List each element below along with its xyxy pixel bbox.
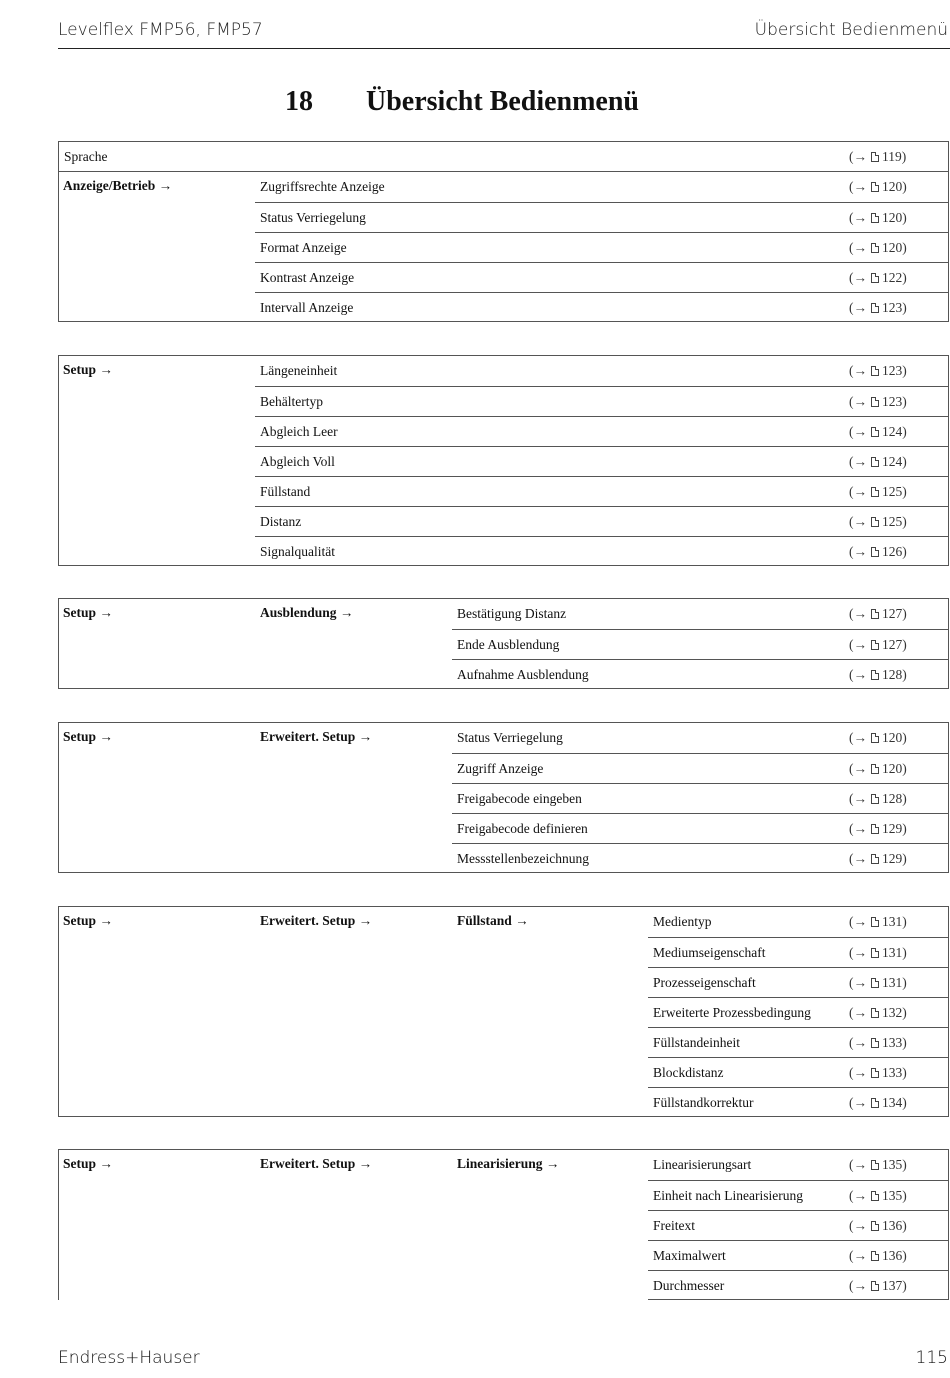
page-icon (871, 1098, 879, 1108)
page-number: 124 (882, 424, 903, 439)
menu-row (255, 356, 948, 386)
menu-row (255, 386, 948, 416)
reference-open: (→ (849, 514, 867, 529)
page-reference (849, 544, 907, 560)
page-number: 127 (882, 637, 903, 652)
page-reference (849, 149, 906, 165)
page-icon (871, 1221, 879, 1231)
reference-close: ) (902, 914, 907, 929)
page-icon (871, 1191, 879, 1201)
menu-row (255, 446, 948, 476)
menu-path-2: Erweitert. Setup → (260, 729, 373, 744)
menu-item-label: Messstellenbezeichnung (457, 851, 589, 866)
page-icon (871, 1068, 879, 1078)
page-number: 123 (882, 363, 903, 378)
reference-close: ) (902, 667, 907, 682)
menu-path-1: Setup → (63, 729, 113, 744)
menu-path-3: Füllstand → (457, 913, 529, 928)
reference-close: ) (902, 544, 907, 559)
reference-close: ) (902, 1065, 907, 1080)
page-reference (849, 210, 907, 226)
page-reference (849, 1035, 907, 1051)
menu-row (255, 232, 948, 262)
reference-close: ) (902, 484, 907, 499)
menu-row (255, 536, 948, 566)
page-number: 136 (882, 1248, 903, 1263)
chapter-heading: Übersicht Bedienmenü (366, 86, 639, 117)
page-icon (871, 397, 879, 407)
page-icon (871, 824, 879, 834)
menu-row (648, 1150, 948, 1180)
page-icon (871, 854, 879, 864)
menu-table (58, 1149, 949, 1300)
menu-row (255, 262, 948, 292)
menu-row (452, 783, 948, 813)
menu-row (452, 599, 948, 629)
reference-open: (→ (849, 1035, 867, 1050)
menu-item-label: Aufnahme Ausblendung (457, 667, 589, 682)
page-number: 120 (882, 761, 903, 776)
menu-item-label: Erweiterte Prozessbedingung (653, 1005, 811, 1020)
page-number: 135 (882, 1157, 903, 1172)
menu-row (452, 753, 948, 783)
reference-open: (→ (849, 730, 867, 745)
reference-close: ) (902, 945, 907, 960)
menu-item-label: Zugriffsrechte Anzeige (260, 179, 385, 194)
reference-open: (→ (849, 791, 867, 806)
page-reference (849, 514, 907, 530)
menu-item-label: Intervall Anzeige (260, 300, 354, 315)
menu-item-label: Füllstandkorrektur (653, 1095, 754, 1110)
reference-close: ) (901, 149, 907, 164)
page-reference (849, 945, 907, 961)
reference-close: ) (902, 1248, 907, 1263)
menu-row (255, 292, 948, 322)
reference-open: (→ (849, 300, 867, 315)
menu-row (255, 202, 948, 232)
page-icon (871, 733, 879, 743)
menu-item-label: Status Verriegelung (260, 210, 366, 225)
reference-open: (→ (849, 914, 867, 929)
page-icon (871, 948, 879, 958)
page-reference (849, 1157, 907, 1173)
page-number: 125 (882, 514, 903, 529)
menu-row (255, 416, 948, 446)
reference-close: ) (902, 1035, 907, 1050)
page-icon (871, 243, 879, 253)
menu-row (452, 659, 948, 689)
page-icon (871, 917, 879, 927)
page-icon (871, 794, 879, 804)
page-icon (871, 764, 879, 774)
page-number: 123 (882, 394, 903, 409)
reference-open: (→ (849, 1095, 867, 1110)
page-number: 133 (882, 1035, 903, 1050)
page-reference (849, 1218, 907, 1234)
menu-row (648, 1180, 948, 1210)
menu-row (452, 723, 948, 753)
page-reference (849, 454, 907, 470)
menu-path-1: Anzeige/Betrieb → (63, 178, 173, 193)
reference-open: (→ (849, 1005, 867, 1020)
page-number: 134 (882, 1095, 903, 1110)
menu-row (648, 967, 948, 997)
reference-close: ) (902, 514, 907, 529)
menu-item-label: Prozesseigenschaft (653, 975, 756, 990)
page-reference (849, 821, 907, 837)
reference-open: (→ (849, 1278, 867, 1293)
menu-row (255, 476, 948, 506)
page-icon (871, 1281, 879, 1291)
reference-open: (→ (849, 363, 867, 378)
page-reference (849, 1188, 907, 1204)
menu-item-label: Freigabecode definieren (457, 821, 588, 836)
reference-open: (→ (849, 240, 867, 255)
menu-path-1: Setup → (63, 1156, 113, 1171)
menu-item-label: Einheit nach Linearisierung (653, 1188, 803, 1203)
menu-table (58, 906, 949, 1117)
header-rule (58, 48, 950, 49)
menu-item-label: Status Verriegelung (457, 730, 563, 745)
page-number: 128 (882, 791, 903, 806)
page-reference (849, 1248, 907, 1264)
menu-row (648, 1087, 948, 1117)
menu-row (648, 1240, 948, 1270)
page-number: 119 (882, 149, 902, 164)
reference-close: ) (902, 637, 907, 652)
menu-path-1: Setup → (63, 362, 113, 377)
reference-close: ) (902, 1005, 907, 1020)
page-reference (849, 914, 907, 930)
menu-row (255, 506, 948, 536)
page-reference (849, 1065, 907, 1081)
page-icon (871, 517, 879, 527)
menu-item-label: Linearisierungsart (653, 1157, 752, 1172)
page-number: 122 (882, 270, 903, 285)
reference-open: (→ (849, 851, 867, 866)
menu-table (58, 598, 949, 689)
reference-close: ) (902, 791, 907, 806)
menu-row (255, 172, 948, 202)
reference-open: (→ (849, 1248, 867, 1263)
reference-open: (→ (849, 1065, 867, 1080)
menu-item-label: Format Anzeige (260, 240, 347, 255)
menu-row (648, 907, 948, 937)
reference-open: (→ (849, 424, 867, 439)
reference-open: (→ (849, 606, 867, 621)
page-reference (849, 1095, 907, 1111)
page-reference (849, 761, 907, 777)
menu-row (648, 997, 948, 1027)
page-icon (871, 303, 879, 313)
reference-open: (→ (849, 179, 867, 194)
menu-row (452, 843, 948, 873)
reference-close: ) (902, 240, 907, 255)
page-icon (871, 547, 879, 557)
page-reference (849, 394, 907, 410)
page-reference (849, 270, 907, 286)
reference-open: (→ (849, 945, 867, 960)
menu-row (648, 1270, 949, 1300)
menu-item-label: Behältertyp (260, 394, 323, 409)
reference-open: (→ (849, 1157, 867, 1172)
menu-table (58, 722, 949, 873)
reference-open: (→ (849, 821, 867, 836)
reference-open: (→ (849, 394, 867, 409)
menu-row (59, 142, 948, 172)
page-reference (849, 975, 907, 991)
menu-item-label: Maximalwert (653, 1248, 726, 1263)
reference-open: (→ (849, 149, 867, 164)
reference-open: (→ (849, 1188, 867, 1203)
page-reference (849, 851, 907, 867)
page-reference (849, 179, 907, 195)
menu-path-1: Setup → (63, 605, 113, 620)
header-product: Levelflex FMP56, FMP57 (58, 20, 263, 40)
footer-page-number: 115 (915, 1348, 948, 1368)
page-icon (871, 487, 879, 497)
page-reference (849, 791, 907, 807)
menu-path-2: Erweitert. Setup → (260, 1156, 373, 1171)
page-number: 127 (882, 606, 903, 621)
header-section: Übersicht Bedienmenü (754, 20, 948, 40)
page-icon (871, 1160, 879, 1170)
page-reference (849, 1278, 907, 1294)
menu-table (58, 355, 949, 566)
menu-item-label: Füllstand (260, 484, 311, 499)
chapter-number: 18 (285, 86, 313, 117)
page-number: 131 (882, 975, 903, 990)
page-icon (871, 182, 879, 192)
menu-item-label: Durchmesser (653, 1278, 725, 1293)
menu-row (648, 1210, 948, 1240)
page-number: 120 (882, 240, 903, 255)
reference-open: (→ (849, 544, 867, 559)
page-number: 131 (882, 914, 903, 929)
reference-close: ) (902, 606, 907, 621)
reference-close: ) (902, 454, 907, 469)
menu-row (452, 629, 948, 659)
page-number: 136 (882, 1218, 903, 1233)
menu-item-label: Abgleich Voll (260, 454, 335, 469)
page-number: 120 (882, 179, 903, 194)
menu-item-label: Medientyp (653, 914, 712, 929)
menu-item-label: Längeneinheit (260, 363, 338, 378)
reference-close: ) (902, 821, 907, 836)
menu-row (648, 1027, 948, 1057)
page-icon (871, 978, 879, 988)
page-reference (849, 424, 907, 440)
reference-close: ) (902, 730, 907, 745)
reference-close: ) (902, 300, 907, 315)
menu-item-label: Kontrast Anzeige (260, 270, 355, 285)
page-icon (871, 213, 879, 223)
page-number: 129 (882, 821, 903, 836)
reference-close: ) (902, 975, 907, 990)
page-icon (871, 366, 879, 376)
page-icon (871, 640, 879, 650)
page-reference (849, 1005, 907, 1021)
reference-close: ) (902, 363, 907, 378)
reference-open: (→ (849, 975, 867, 990)
page-icon (871, 1038, 879, 1048)
page-reference (849, 240, 907, 256)
page-number: 133 (882, 1065, 903, 1080)
reference-close: ) (902, 210, 907, 225)
chapter-title (0, 86, 950, 126)
reference-close: ) (902, 1218, 907, 1233)
reference-close: ) (902, 270, 907, 285)
menu-item-label: Ende Ausblendung (457, 637, 560, 652)
reference-open: (→ (849, 210, 867, 225)
page-reference (849, 637, 907, 653)
page-number: 131 (882, 945, 903, 960)
menu-item-label: Sprache (64, 149, 108, 164)
page-number: 120 (882, 210, 903, 225)
reference-close: ) (902, 1188, 907, 1203)
reference-close: ) (902, 179, 907, 194)
menu-path-3: Linearisierung → (457, 1156, 560, 1171)
reference-open: (→ (849, 761, 867, 776)
reference-open: (→ (849, 637, 867, 652)
reference-close: ) (902, 424, 907, 439)
page-number: 132 (882, 1005, 903, 1020)
page-number: 123 (882, 300, 903, 315)
menu-item-label: Signalqualität (260, 544, 335, 559)
page-reference (849, 363, 907, 379)
page-reference (849, 300, 907, 316)
page-icon (871, 1008, 879, 1018)
menu-row (452, 813, 948, 843)
reference-open: (→ (849, 484, 867, 499)
page-number: 135 (882, 1188, 903, 1203)
menu-row (648, 937, 948, 967)
menu-item-label: Abgleich Leer (260, 424, 338, 439)
menu-item-label: Füllstandeinheit (653, 1035, 740, 1050)
menu-row (648, 1057, 948, 1087)
menu-item-label: Zugriff Anzeige (457, 761, 544, 776)
page-icon (871, 427, 879, 437)
page-number: 124 (882, 454, 903, 469)
reference-close: ) (902, 851, 907, 866)
page-number: 128 (882, 667, 903, 682)
page-icon (871, 670, 879, 680)
page-number: 137 (882, 1278, 903, 1293)
menu-path-2: Erweitert. Setup → (260, 913, 373, 928)
menu-item-label: Freitext (653, 1218, 695, 1233)
page-number: 129 (882, 851, 903, 866)
reference-open: (→ (849, 1218, 867, 1233)
page-icon (871, 609, 879, 619)
menu-item-label: Mediumseigenschaft (653, 945, 766, 960)
reference-open: (→ (849, 667, 867, 682)
page-number: 120 (882, 730, 903, 745)
page-icon (871, 152, 879, 162)
menu-item-label: Blockdistanz (653, 1065, 724, 1080)
reference-close: ) (902, 1095, 907, 1110)
menu-item-label: Distanz (260, 514, 302, 529)
page-reference (849, 667, 907, 683)
page-icon (871, 273, 879, 283)
reference-close: ) (902, 394, 907, 409)
reference-close: ) (902, 1157, 907, 1172)
page-icon (871, 1251, 879, 1261)
page-reference (849, 484, 907, 500)
page-reference (849, 606, 907, 622)
reference-close: ) (902, 761, 907, 776)
menu-item-label: Bestätigung Distanz (457, 606, 567, 621)
page-number: 126 (882, 544, 903, 559)
menu-path-1: Setup → (63, 913, 113, 928)
menu-table (58, 141, 949, 322)
page-number: 125 (882, 484, 903, 499)
reference-open: (→ (849, 270, 867, 285)
menu-path-2: Ausblendung → (260, 605, 354, 620)
menu-item-label: Freigabecode eingeben (457, 791, 582, 806)
footer-brand: Endress+Hauser (58, 1348, 200, 1368)
reference-open: (→ (849, 454, 867, 469)
page-reference (849, 730, 907, 746)
reference-close: ) (902, 1278, 907, 1293)
page-icon (871, 457, 879, 467)
